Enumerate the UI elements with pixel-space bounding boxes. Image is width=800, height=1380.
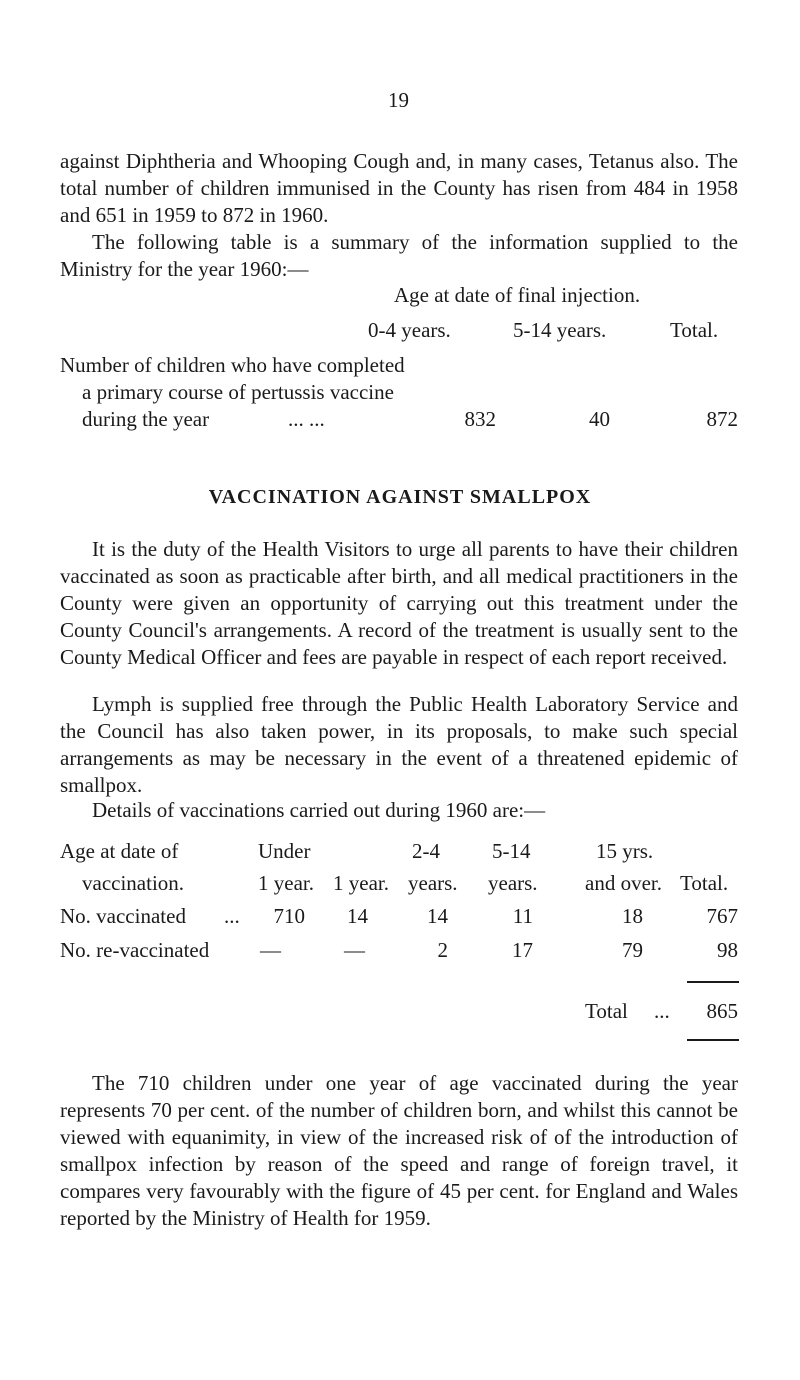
pertussis-table-header: Age at date of final injection.	[394, 283, 641, 307]
paragraph-details-intro: Details of vaccinations carried out during 1960 are:—	[92, 798, 546, 822]
hdr-years-a: years.	[408, 871, 458, 895]
row-label-line-3: during the year	[82, 407, 210, 431]
paragraph-summary-intro: The following table is a summary of the information supplied to the Ministry for the year 1960:—	[60, 230, 738, 281]
page-number: 19	[388, 88, 409, 112]
paragraph-immunisation: against Diphtheria and Whooping Cough and, in many cases, Tetanus also. The total number of children immunised in the County has risen from 484 in 1958 and 651 in 1959 to 872 in 1960.	[60, 149, 738, 227]
row-vaccinated-total: 767	[706, 904, 738, 928]
row-vaccinated-label: No. vaccinated	[60, 904, 186, 928]
hdr-1year-b: 1 year.	[333, 871, 389, 895]
hdr-15yrs: 15 yrs.	[596, 839, 654, 863]
value-5-14: 40	[589, 407, 610, 431]
row-revaccinated-under1: —	[260, 938, 281, 962]
hdr-total: Total.	[680, 871, 729, 895]
hdr-1year-a: 1 year.	[258, 871, 314, 895]
paragraph-lymph: Lymph is supplied free through the Public Health Laboratory Service and the Council has also taken power, in its proposals, to make such special arrangements as may be necessary in the event of a threatened epidemic of smallpox.	[60, 692, 738, 797]
total-value: 865	[706, 999, 738, 1023]
paragraph-health-visitors: It is the duty of the Health Visitors to urge all parents to have their children vaccinated as soon as practicable after birth, and all medical practitioners in the County were given an opportunity of carrying out this treatment under the County Council's arrangements. A record of the treatment is usually sent to the County Medical Officer and fees are payable in respect of each report received.	[60, 537, 738, 669]
row-revaccinated-1year: —	[344, 938, 365, 962]
value-0-4: 832	[464, 407, 496, 431]
hdr-age-line2: vaccination.	[82, 871, 185, 895]
row-vaccinated-1year: 14	[347, 904, 368, 928]
row-revaccinated-5-14: 17	[512, 938, 533, 962]
row-leader: ... ...	[288, 407, 325, 431]
hdr-age-line1: Age at date of	[60, 839, 179, 863]
row-vaccinated-15over: 18	[622, 904, 643, 928]
section-heading: VACCINATION AGAINST SMALLPOX	[208, 486, 592, 508]
hdr-and-over: and over.	[585, 871, 662, 895]
row-vaccinated-leader: ...	[224, 904, 240, 928]
hdr-2-4: 2-4	[412, 839, 440, 863]
total-label: Total	[585, 999, 628, 1023]
paragraph-conclusion: The 710 children under one year of age vaccinated during the year represents 70 per cent. of the number of children born, and whilst this cannot be viewed with equanimity, in view of the increased risk of of the introduction of smallpox infection by reason of the speed and range of foreign travel, it compares very favourably with the figure of 45 per cent. for England and Wales reported by the Ministry of Health for 1959.	[60, 1071, 738, 1230]
total-leader: ...	[654, 999, 670, 1023]
hdr-under: Under	[258, 839, 311, 863]
row-vaccinated-under1: 710	[273, 904, 305, 928]
row-revaccinated-2-4: 2	[437, 938, 448, 962]
row-vaccinated-5-14: 11	[512, 904, 533, 928]
col-0-4-years: 0-4 years.	[368, 318, 451, 342]
total-rule-top	[687, 981, 739, 983]
total-rule-bottom	[687, 1039, 739, 1041]
row-label-line-2: a primary course of pertussis vaccine	[82, 380, 394, 404]
col-total: Total.	[670, 318, 719, 342]
row-label-line-1: Number of children who have completed	[60, 353, 405, 377]
row-revaccinated-total: 98	[717, 938, 738, 962]
row-revaccinated-15over: 79	[622, 938, 643, 962]
row-vaccinated-2-4: 14	[427, 904, 448, 928]
row-revaccinated-label: No. re-vaccinated	[60, 938, 210, 962]
value-total: 872	[706, 407, 738, 431]
hdr-5-14: 5-14	[492, 839, 531, 863]
col-5-14-years: 5-14 years.	[513, 318, 607, 342]
hdr-years-b: years.	[488, 871, 538, 895]
